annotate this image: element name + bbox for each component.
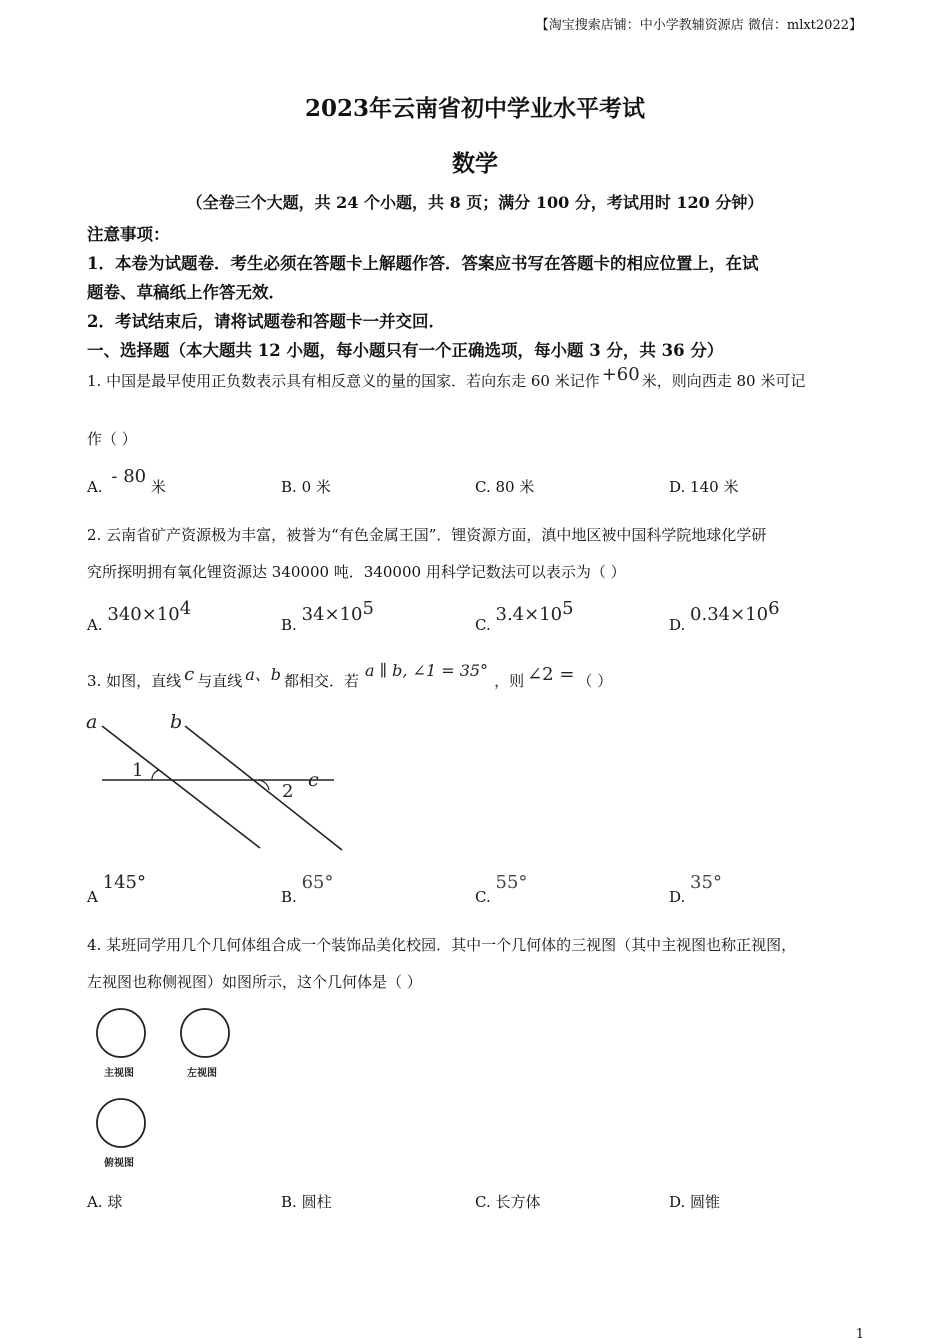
- notes-item-1-line-2: 题卷、草稿纸上作答无效．: [87, 283, 285, 302]
- label-a: a: [86, 711, 98, 733]
- left-view-label: 左视图: [187, 1068, 217, 1079]
- question-2-option-b[interactable]: B. $34\times 10^5$: [281, 598, 374, 634]
- label-angle-2: 2: [282, 781, 294, 802]
- exam-subject: 数学: [452, 150, 498, 177]
- watermark-header: 【淘宝搜索店铺：中小学教辅资源店 微信：mlxt2022】: [535, 18, 862, 33]
- exam-title: 2023年云南省初中学业水平考试: [304, 95, 645, 122]
- question-3-condition: a ∥ b, ∠1 = 35°: [365, 661, 489, 680]
- question-2-option-d[interactable]: D. $0.34\times 10^6$: [669, 598, 780, 634]
- left-view-circle: [181, 1009, 229, 1057]
- question-1-math: +60: [601, 364, 640, 385]
- question-3-option-b[interactable]: B. 65°: [281, 872, 334, 906]
- question-3-option-d[interactable]: D. 35°: [669, 872, 722, 906]
- question-2-line-2: 究所探明拥有氧化锂资源达 340000 吨．340000 用科学记数法可以表示为（ ）: [87, 563, 626, 581]
- notes-item-1-line-1: 1．本卷为试题卷．考生必须在答题卡上解题作答．答案应书写在答题卡的相应位置上，在试: [87, 254, 759, 273]
- question-3-option-c[interactable]: C. 55°: [475, 872, 528, 906]
- question-3-figure: [82, 708, 352, 858]
- question-1-option-d[interactable]: D. 140 米: [669, 478, 739, 496]
- question-1-option-b[interactable]: B. 0 米: [281, 478, 331, 496]
- question-4-option-d[interactable]: D. 圆锥: [669, 1193, 721, 1211]
- question-4-three-views: [92, 1005, 242, 1175]
- question-4-option-c[interactable]: C. 长方体: [475, 1193, 541, 1211]
- notes-item-2: 2．考试结束后，请将试题卷和答题卡一并交回．: [87, 312, 445, 331]
- label-c: c: [308, 769, 319, 791]
- label-b: b: [170, 711, 183, 733]
- line-a: [102, 726, 260, 848]
- notes-heading: 注意事项：: [87, 225, 170, 244]
- question-2-line-1: 2. 云南省矿产资源极为丰富，被誉为“有色金属王国”．锂资源方面，滇中地区被中国科学院地球化学研: [87, 526, 767, 544]
- question-1-line-1: [87, 364, 806, 391]
- question-3-option-a[interactable]: A 145°: [87, 872, 146, 906]
- question-4-option-a[interactable]: A. 球: [87, 1193, 123, 1211]
- question-4-line-1: 4. 某班同学用几个几何体组合成一个装饰品美化校园．其中一个几何体的三视图（其中主视图也称正视图，: [87, 936, 797, 954]
- front-view-label: 主视图: [104, 1068, 134, 1079]
- question-4-option-b[interactable]: B. 圆柱: [281, 1193, 332, 1211]
- question-1-option-c[interactable]: C. 80 米: [475, 478, 535, 496]
- top-view-circle: [97, 1099, 145, 1147]
- question-4-line-2: 左视图也称侧视图）如图所示，这个几何体是（ ）: [87, 973, 422, 991]
- question-1-line-2: 作（ ）: [87, 430, 137, 448]
- exam-scope: （全卷三个大题，共 24 个小题，共 8 页；满分 100 分，考试用时 120 分钟）: [186, 193, 764, 212]
- page-number: 1: [855, 1327, 864, 1342]
- front-view-circle: [97, 1009, 145, 1057]
- question-2-option-a[interactable]: A. $340\times 10^4$: [87, 598, 192, 634]
- angle-1-arc: [152, 770, 159, 780]
- question-1-text-b: 米，则向西走 80 米可记: [641, 372, 806, 390]
- question-1-option-a[interactable]: A. - 80 米: [87, 466, 166, 496]
- section-1-heading: 一、选择题（本大题共 12 小题，每小题只有一个正确选项，每小题 3 分，共 36 分）: [87, 341, 724, 360]
- top-view-label: 俯视图: [104, 1158, 134, 1169]
- question-2-option-c[interactable]: C. $3.4\times 10^5$: [475, 598, 574, 634]
- label-angle-1: 1: [132, 760, 144, 781]
- question-1-text-a: 1. 中国是最早使用正负数表示具有相反意义的量的国家．若向东走 60 米记作: [87, 372, 600, 390]
- question-3-line: 3. 如图，直线 c 与直线 a、b 都相交．若a ∥ b, ∠1 = 35°，则 ∠2 = （ ）: [87, 661, 613, 690]
